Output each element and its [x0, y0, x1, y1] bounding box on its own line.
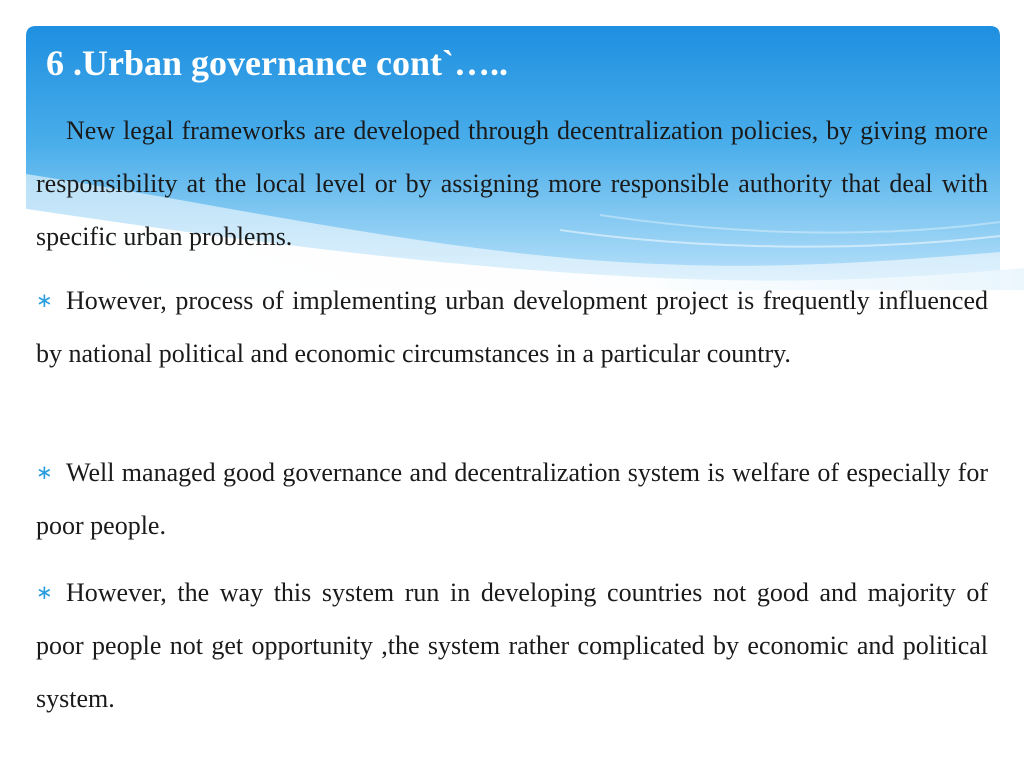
bullet-icon: ∗	[36, 460, 53, 484]
bullet-item-1	[36, 274, 988, 380]
bullet-text: Well managed good governance and decentralization system is welfare of especially for poor people.	[36, 458, 988, 540]
bullet-item-3	[36, 566, 988, 725]
bullet-icon: ∗	[36, 580, 53, 604]
bullet-item-2	[36, 446, 988, 552]
bullet-text: However, process of implementing urban development project is frequently influenced by national political and economic circumstances in a particular country.	[36, 286, 988, 368]
bullet-text: However, the way this system run in developing countries not good and majority of poor people not get opportunity ,the system rather complicated by economic and political system.	[36, 578, 988, 713]
intro-paragraph: New legal frameworks are developed through decentralization policies, by giving more responsibility at the local level or by assigning more responsible authority that deal with specific urban problems.	[36, 116, 988, 251]
bullet-icon: ∗	[36, 288, 53, 312]
slide-title: 6 .Urban governance cont`…..	[46, 43, 508, 83]
